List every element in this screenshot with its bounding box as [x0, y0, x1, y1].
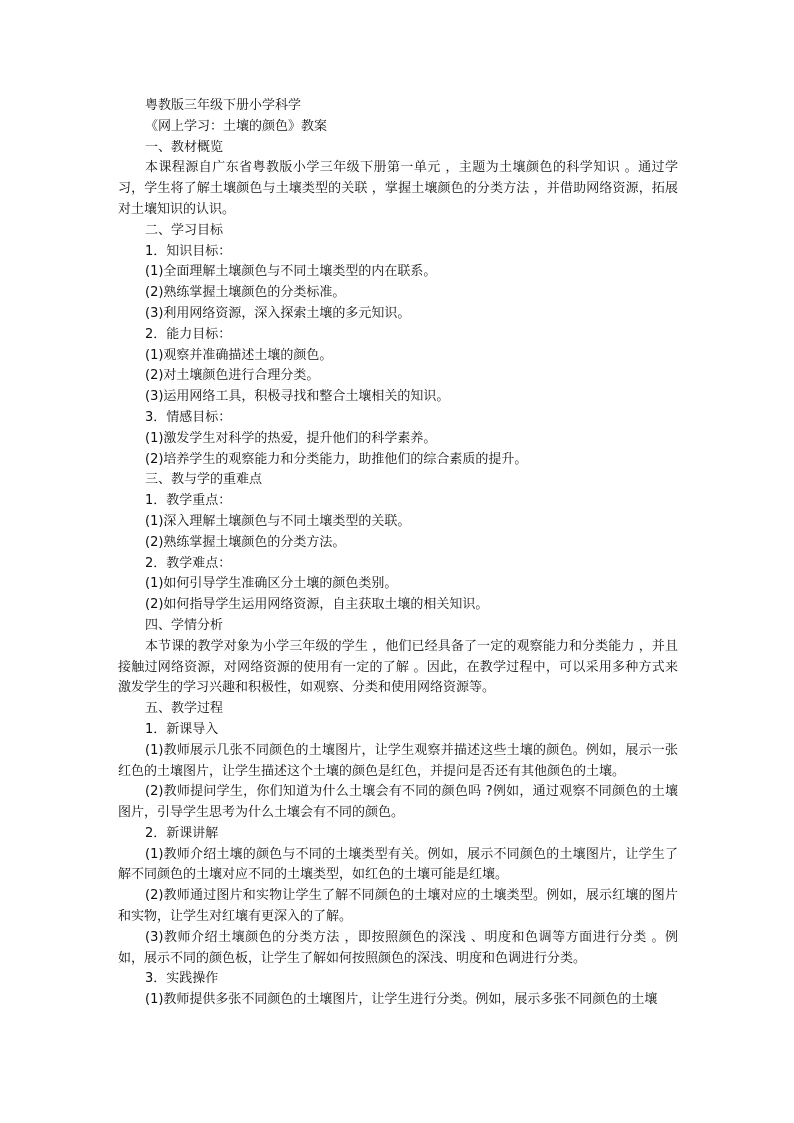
process-intro-heading: 1．新课导入 [145, 721, 219, 737]
objective-item: (1)激发学生对科学的热爱，提升他们的科学素养。 [145, 430, 437, 446]
section-heading-process: 五、教学过程 [145, 701, 224, 717]
process-lecture-heading: 2．新课讲解 [145, 825, 219, 841]
doc-title-line1: 粤教版三年级下册小学科学 [145, 98, 302, 113]
process-paragraph: (2)教师通过图片和实物让学生了解不同颜色的土壤对应的土壤类型。例如，展示红壤的图片和实物，让学生对红壤有更深入的了解。 [118, 888, 678, 925]
objective-item: (2)培养学生的观察能力和分类能力，助推他们的综合素质的提升。 [145, 451, 528, 467]
objective-item: (2)对土壤颜色进行合理分类。 [145, 368, 320, 384]
difficulties-heading: 2．教学难点： [145, 555, 232, 571]
overview-paragraph: 本课程源自广东省粤教版小学三年级下册第一单元 ，主题为土壤颜色的科学知识 。通过学习，学生将了解土壤颜色与土壤类型的关联 ，掌握土壤颜色的分类方法 ，并借助网络资源，拓展对土壤知识的认识。 [118, 160, 678, 217]
doc-title-line2: 《网上学习：土壤的颜色》教案 [145, 118, 328, 134]
objective-item: (2)熟练掌握土壤颜色的分类标准。 [145, 285, 346, 301]
process-paragraph: (3)教师介绍土壤颜色的分类方法 ，即按照颜色的深浅 、明度和色调等方面进行分类 。例如，展示不同的颜色板，让学生了解如何按照颜色的深浅、明度和色调进行分类。 [118, 929, 678, 966]
difficulty-item: (2)如何指导学生运用网络资源，自主获取土壤的相关知识。 [145, 597, 489, 613]
objective-ability-heading: 2．能力目标： [145, 326, 232, 342]
process-paragraph: (1)教师介绍土壤的颜色与不同的土壤类型有关。例如，展示不同颜色的土壤图片，让学生了解不同颜色的土壤对应不同的土壤类型，如红色的土壤可能是红壤。 [118, 846, 678, 883]
difficulty-item: (1)如何引导学生准确区分土壤的颜色类别。 [145, 576, 398, 592]
objective-item: (1)全面理解土壤颜色与不同土壤类型的内在联系。 [145, 264, 437, 280]
key-point-item: (2)熟练掌握土壤颜色的分类方法。 [145, 534, 346, 550]
document-page [118, 96, 678, 1011]
section-heading-learner-analysis: 四、学情分析 [145, 617, 224, 633]
objective-item: (1)观察并准确描述土壤的颜色。 [145, 347, 333, 363]
process-practice-heading: 3．实践操作 [145, 971, 219, 987]
learner-analysis-paragraph: 本节课的教学对象为小学三年级的学生 ，他们已经具备了一定的观察能力和分类能力 ，并且接触过网络资源，对网络资源的使用有一定的了解 。因此，在教学过程中，可以采用多种方式来激发学生的学习兴趣和积极性，如观察、分类和使用网络资源等。 [118, 638, 678, 696]
process-paragraph: (2)教师提问学生，你们知道为什么土壤会有不同的颜色吗 ?例如，通过观察不同颜色的土壤图片，引导学生思考为什么土壤会有不同的颜色。 [118, 784, 678, 821]
process-paragraph: (1)教师展示几张不同颜色的土壤图片，让学生观察并描述这些土壤的颜色。例如，展示一张红色的土壤图片，让学生描述这个土壤的颜色是红色，并提问是否还有其他颜色的土壤。 [118, 742, 678, 779]
key-points-heading: 1．教学重点： [145, 493, 232, 509]
objective-knowledge-heading: 1．知识目标： [145, 243, 232, 259]
section-heading-overview: 一、教材概览 [145, 139, 224, 155]
process-paragraph: (1)教师提供多张不同颜色的土壤图片，让学生进行分类。例如，展示多张不同颜色的土壤 [145, 992, 658, 1008]
objective-emotion-heading: 3．情感目标： [145, 409, 232, 425]
section-heading-objectives: 二、学习目标 [145, 222, 224, 238]
objective-item: (3)运用网络工具，积极寻找和整合土壤相关的知识。 [145, 389, 450, 405]
objective-item: (3)利用网络资源，深入探索土壤的多元知识。 [145, 305, 411, 321]
section-heading-key-points: 三、教与学的重难点 [145, 472, 263, 488]
key-point-item: (1)深入理解土壤颜色与不同土壤类型的关联。 [145, 513, 411, 529]
